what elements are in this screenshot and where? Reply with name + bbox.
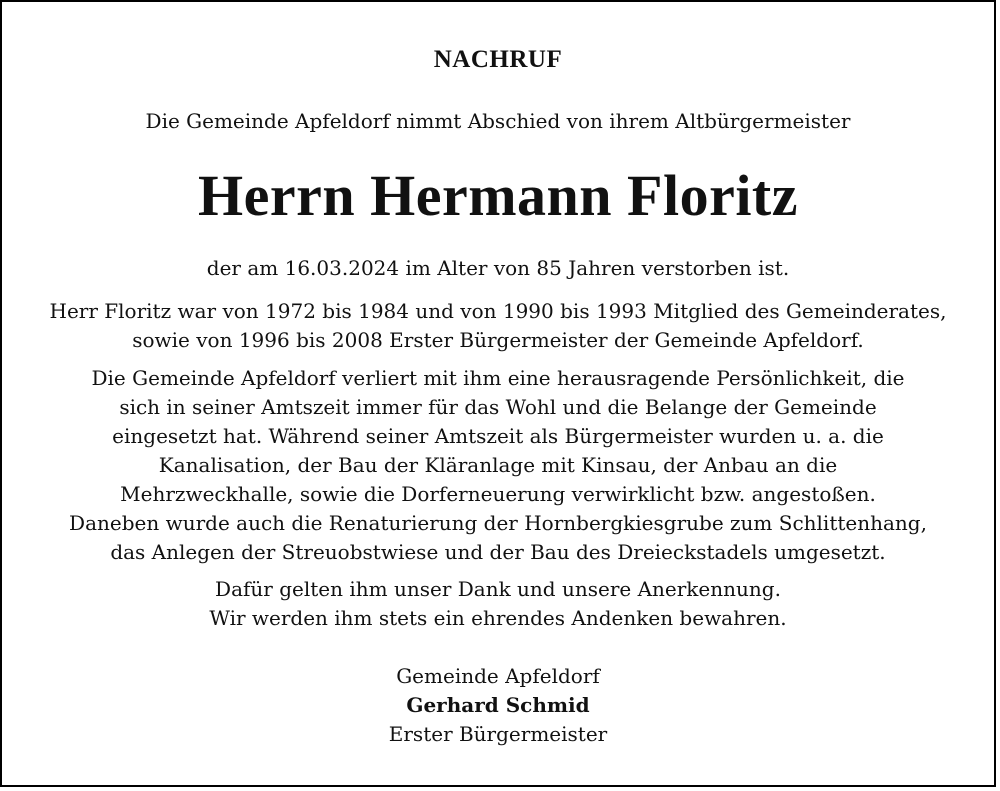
thanks-line: Wir werden ihm stets ein ehrendes Andenken bewahren.	[209, 606, 787, 630]
tenure-line: Herr Floritz war von 1972 bis 1984 und von 1990 bis 1993 Mitglied des Gemeinderates,	[49, 299, 947, 323]
thanks-line: Dafür gelten ihm unser Dank und unsere Anerkennung.	[215, 577, 781, 601]
signature-role: Erster Bürgermeister	[388, 722, 608, 746]
death-line: der am 16.03.2024 im Alter von 85 Jahren verstorben ist.	[206, 256, 790, 280]
signature-organization: Gemeinde Apfeldorf	[396, 664, 600, 688]
intro-line: Die Gemeinde Apfeldorf nimmt Abschied von ihrem Altbürgermeister	[145, 109, 851, 133]
merit-line: Daneben wurde auch die Renaturierung der Hornbergkiesgrube zum Schlittenhang,	[69, 511, 927, 535]
merit-line: das Anlegen der Streuobstwiese und der Bau des Dreieckstadels umgesetzt.	[110, 540, 886, 564]
signature-signer: Gerhard Schmid	[406, 693, 590, 717]
tenure-paragraph	[32, 297, 964, 355]
thanks-paragraph	[32, 575, 964, 633]
signature-block	[32, 662, 964, 749]
merit-line: sich in seiner Amtszeit immer für das Wohl und die Belange der Gemeinde	[119, 395, 877, 419]
merit-line: Kanalisation, der Bau der Kläranlage mit Kinsau, der Anbau an die	[158, 453, 838, 477]
merits-paragraph	[32, 364, 964, 567]
tenure-line: sowie von 1996 bis 2008 Erster Bürgermeister der Gemeinde Apfeldorf.	[132, 328, 864, 352]
merit-line: Die Gemeinde Apfeldorf verliert mit ihm eine herausragende Persönlichkeit, die	[91, 366, 905, 390]
merit-line: Mehrzweckhalle, sowie die Dorferneuerung verwirklicht bzw. angestoßen.	[120, 482, 876, 506]
merit-line: eingesetzt hat. Während seiner Amtszeit als Bürgermeister wurden u. a. die	[112, 424, 884, 448]
deceased-name: Herrn Hermann Floritz	[198, 163, 798, 228]
notice-heading: NACHRUF	[433, 46, 563, 73]
death-statement	[32, 254, 964, 283]
